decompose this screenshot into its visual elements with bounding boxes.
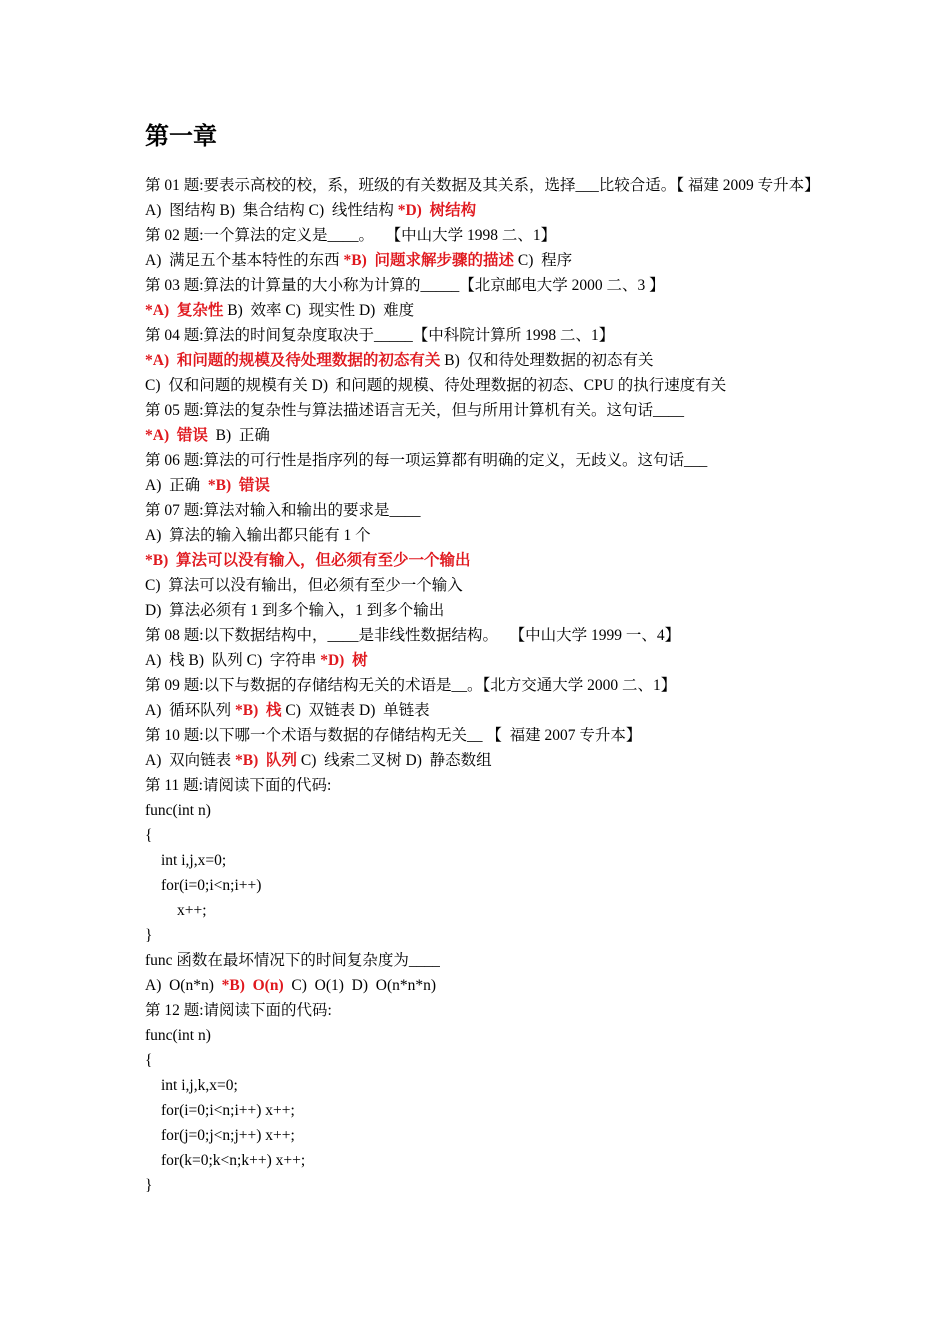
answer-highlight: *D) 树 (320, 652, 368, 669)
line-text: 第 05 题:算法的复杂性与算法描述语言无关，但与所用计算机有关。这句话____ (145, 402, 685, 419)
text-line (145, 298, 815, 323)
line-text: B) 仅和待处理数据的初态有关 (440, 352, 654, 369)
text-line (145, 1023, 815, 1048)
text-line (145, 1048, 815, 1073)
line-text: int i,j,x=0; (161, 852, 227, 869)
text-line (145, 673, 815, 698)
text-line (145, 848, 815, 873)
line-text: for(k=0;k<n;k++) x++; (161, 1152, 306, 1169)
line-text: A) 循环队列 (145, 702, 235, 719)
line-text: 第 09 题:以下与数据的存储结构无关的术语是__。【北方交通大学 2000 二、1】 (145, 677, 677, 694)
line-text: { (145, 1052, 153, 1069)
text-line (145, 348, 815, 373)
line-text: B) 效率 C) 现实性 D) 难度 (223, 302, 415, 319)
line-text: C) 程序 (514, 252, 573, 269)
line-text: A) 满足五个基本特性的东西 (145, 252, 344, 269)
text-line (145, 923, 815, 948)
line-text: 第 08 题:以下数据结构中，____是非线性数据结构。 【中山大学 1999 一、4】 (145, 627, 681, 644)
line-text: 第 12 题:请阅读下面的代码: (145, 1002, 332, 1019)
text-line (145, 1123, 815, 1148)
text-line (145, 473, 815, 498)
text-line (145, 748, 815, 773)
text-line (145, 798, 815, 823)
text-line (145, 948, 815, 973)
text-line (145, 648, 815, 673)
text-line (145, 448, 815, 473)
text-line (145, 823, 815, 848)
text-line (145, 323, 815, 348)
text-line (145, 723, 815, 748)
text-line (145, 898, 815, 923)
text-line (145, 598, 815, 623)
text-line (145, 698, 815, 723)
line-text: func(int n) (145, 1027, 211, 1044)
line-text: C) 算法可以没有输出，但必须有至少一个输入 (145, 577, 463, 594)
answer-highlight: *B) 问题求解步骤的描述 (343, 252, 514, 269)
line-text: x++; (177, 902, 207, 919)
line-text: for(i=0;i<n;i++) x++; (161, 1102, 295, 1119)
text-line (145, 623, 815, 648)
line-text: C) 线索二叉树 D) 静态数组 (297, 752, 492, 769)
line-text: 第 10 题:以下哪一个术语与数据的存储结构无关__ 【 福建 2007 专升本】 (145, 727, 642, 744)
text-line (145, 998, 815, 1023)
text-line (145, 198, 815, 223)
line-text: func 函数在最坏情况下的时间复杂度为____ (145, 952, 440, 969)
text-line (145, 498, 815, 523)
text-line (145, 873, 815, 898)
line-text: A) O(n*n) (145, 977, 222, 994)
line-text: 第 03 题:算法的计算量的大小称为计算的_____【北京邮电大学 2000 二、3 】 (145, 277, 665, 294)
line-text: C) O(1) D) O(n*n*n) (283, 977, 437, 994)
line-text: C) 双链表 D) 单链表 (281, 702, 430, 719)
line-text: A) 栈 B) 队列 C) 字符串 (145, 652, 321, 669)
text-line (145, 773, 815, 798)
text-line (145, 423, 815, 448)
text-line (145, 573, 815, 598)
answer-highlight: *A) 错误 (145, 427, 208, 444)
line-text: 第 11 题:请阅读下面的代码: (145, 777, 332, 794)
text-line (145, 398, 815, 423)
line-text: A) 图结构 B) 集合结构 C) 线性结构 (145, 202, 398, 219)
answer-highlight: *B) 队列 (234, 752, 297, 769)
line-text: func(int n) (145, 802, 211, 819)
line-text: A) 正确 (145, 477, 208, 494)
text-line (145, 223, 815, 248)
line-text: 第 07 题:算法对输入和输出的要求是____ (145, 502, 421, 519)
answer-highlight: *B) 算法可以没有输入，但必须有至少一个输出 (145, 552, 471, 569)
text-line (145, 1073, 815, 1098)
line-text: A) 算法的输入输出都只能有 1 个 (145, 527, 371, 544)
line-text: { (145, 827, 153, 844)
line-text: for(i=0;i<n;i++) (161, 877, 262, 894)
text-line (145, 373, 815, 398)
text-line (145, 523, 815, 548)
answer-highlight: *B) 错误 (207, 477, 270, 494)
line-text: 第 02 题:一个算法的定义是____。 【中山大学 1998 二、1】 (145, 227, 557, 244)
line-text: } (145, 927, 153, 944)
line-text: D) 算法必须有 1 到多个输入，1 到多个输出 (145, 602, 445, 619)
answer-highlight: *A) 和问题的规模及待处理数据的初态有关 (145, 352, 441, 369)
line-text: 第 06 题:算法的可行性是指序列的每一项运算都有明确的定义，无歧义。这句话___ (145, 452, 708, 469)
question-list (145, 173, 820, 1198)
text-line (145, 973, 815, 998)
answer-highlight: *B) O(n) (221, 977, 284, 994)
text-line (145, 1173, 815, 1198)
line-text: B) 正确 (207, 427, 270, 444)
line-text: } (145, 1177, 153, 1194)
text-line (145, 248, 815, 273)
text-line (145, 173, 820, 198)
answer-highlight: *A) 复杂性 (145, 302, 224, 319)
answer-highlight: *B) 栈 (234, 702, 282, 719)
text-line (145, 1098, 815, 1123)
line-text: A) 双向链表 (145, 752, 235, 769)
line-text: 第 04 题:算法的时间复杂度取决于_____【中科院计算所 1998 二、1】 (145, 327, 615, 344)
text-line (145, 548, 815, 573)
line-text: 第 01 题:要表示高校的校，系，班级的有关数据及其关系，选择___比较合适。【 福建 2009 专升本】 (145, 177, 820, 194)
text-line (145, 273, 815, 298)
line-text: int i,j,k,x=0; (161, 1077, 238, 1094)
line-text: C) 仅和问题的规模有关 D) 和问题的规模、待处理数据的初态、CPU 的执行速度有关 (145, 377, 727, 394)
answer-highlight: *D) 树结构 (397, 202, 477, 219)
chapter-title: 第一章 (145, 122, 217, 150)
line-text: for(j=0;j<n;j++) x++; (161, 1127, 295, 1144)
text-line (145, 1148, 815, 1173)
